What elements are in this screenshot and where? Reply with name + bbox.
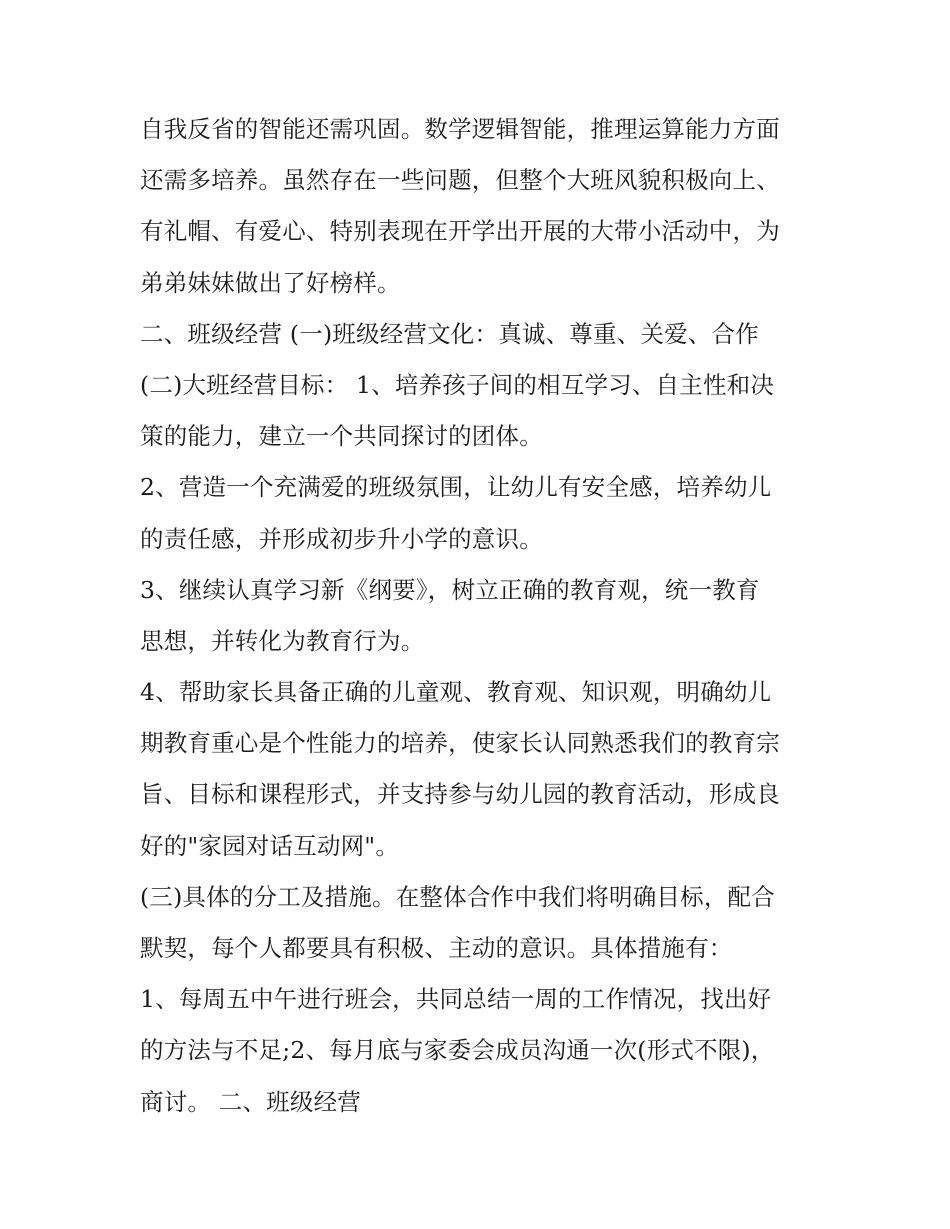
text-line: 还需多培养。虽然存在一些问题，但整个大班风貌积极向上、 (140, 166, 780, 195)
text-line: 的方法与不足;2、每月底与家委会成员沟通一次(形式不限)， (140, 1036, 775, 1065)
text-line: 期教育重心是个性能力的培养，使家长认同熟悉我们的教育宗 (140, 729, 780, 758)
text-line: 3、继续认真学习新《纲要》，树立正确的教育观，统一教育 (140, 575, 760, 604)
document-body (140, 104, 820, 1128)
text-line: 弟弟妹妹做出了好榜样。 (140, 268, 401, 297)
text-line: 好的"家园对话互动网"。 (140, 831, 400, 860)
text-line: 自我反省的智能还需巩固。数学逻辑智能，推理运算能力方面 (140, 115, 780, 143)
text-line: (三)具体的分工及措施。在整体合作中我们将明确目标，配合 (140, 882, 775, 911)
text-line: 有礼帽、有爱心、特别表现在开学出开展的大带小活动中，为 (140, 217, 780, 246)
text-line: 1、每周五中午进行班会，共同总结一周的工作情况，找出好 (140, 985, 772, 1014)
text-line: (二)大班经营目标： 1、培养孩子间的相互学习、自主性和决 (140, 370, 775, 399)
text-line: 策的能力，建立一个共同探讨的团体。 (140, 422, 543, 451)
text-line: 商讨。 二、班级经营 (140, 1087, 361, 1116)
text-line: 2、营造一个充满爱的班级氛围，让幼儿有安全感，培养幼儿 (140, 473, 772, 502)
text-line: 的责任感，并形成初步升小学的意识。 (140, 524, 543, 553)
section-heading-line: 二、班级经营 (一)班级经营文化：真诚、尊重、关爱、合作 (140, 319, 759, 348)
text-line: 思想，并转化为教育行为。 (140, 626, 425, 655)
text-line: 旨、目标和课程形式，并支持参与幼儿园的教育活动，形成良 (140, 780, 780, 809)
text-line: 默契，每个人都要具有积极、主动的意识。具体措施有： (140, 934, 733, 962)
text-line: 4、帮助家长具备正确的儿童观、教育观、知识观，明确幼儿 (140, 678, 772, 707)
